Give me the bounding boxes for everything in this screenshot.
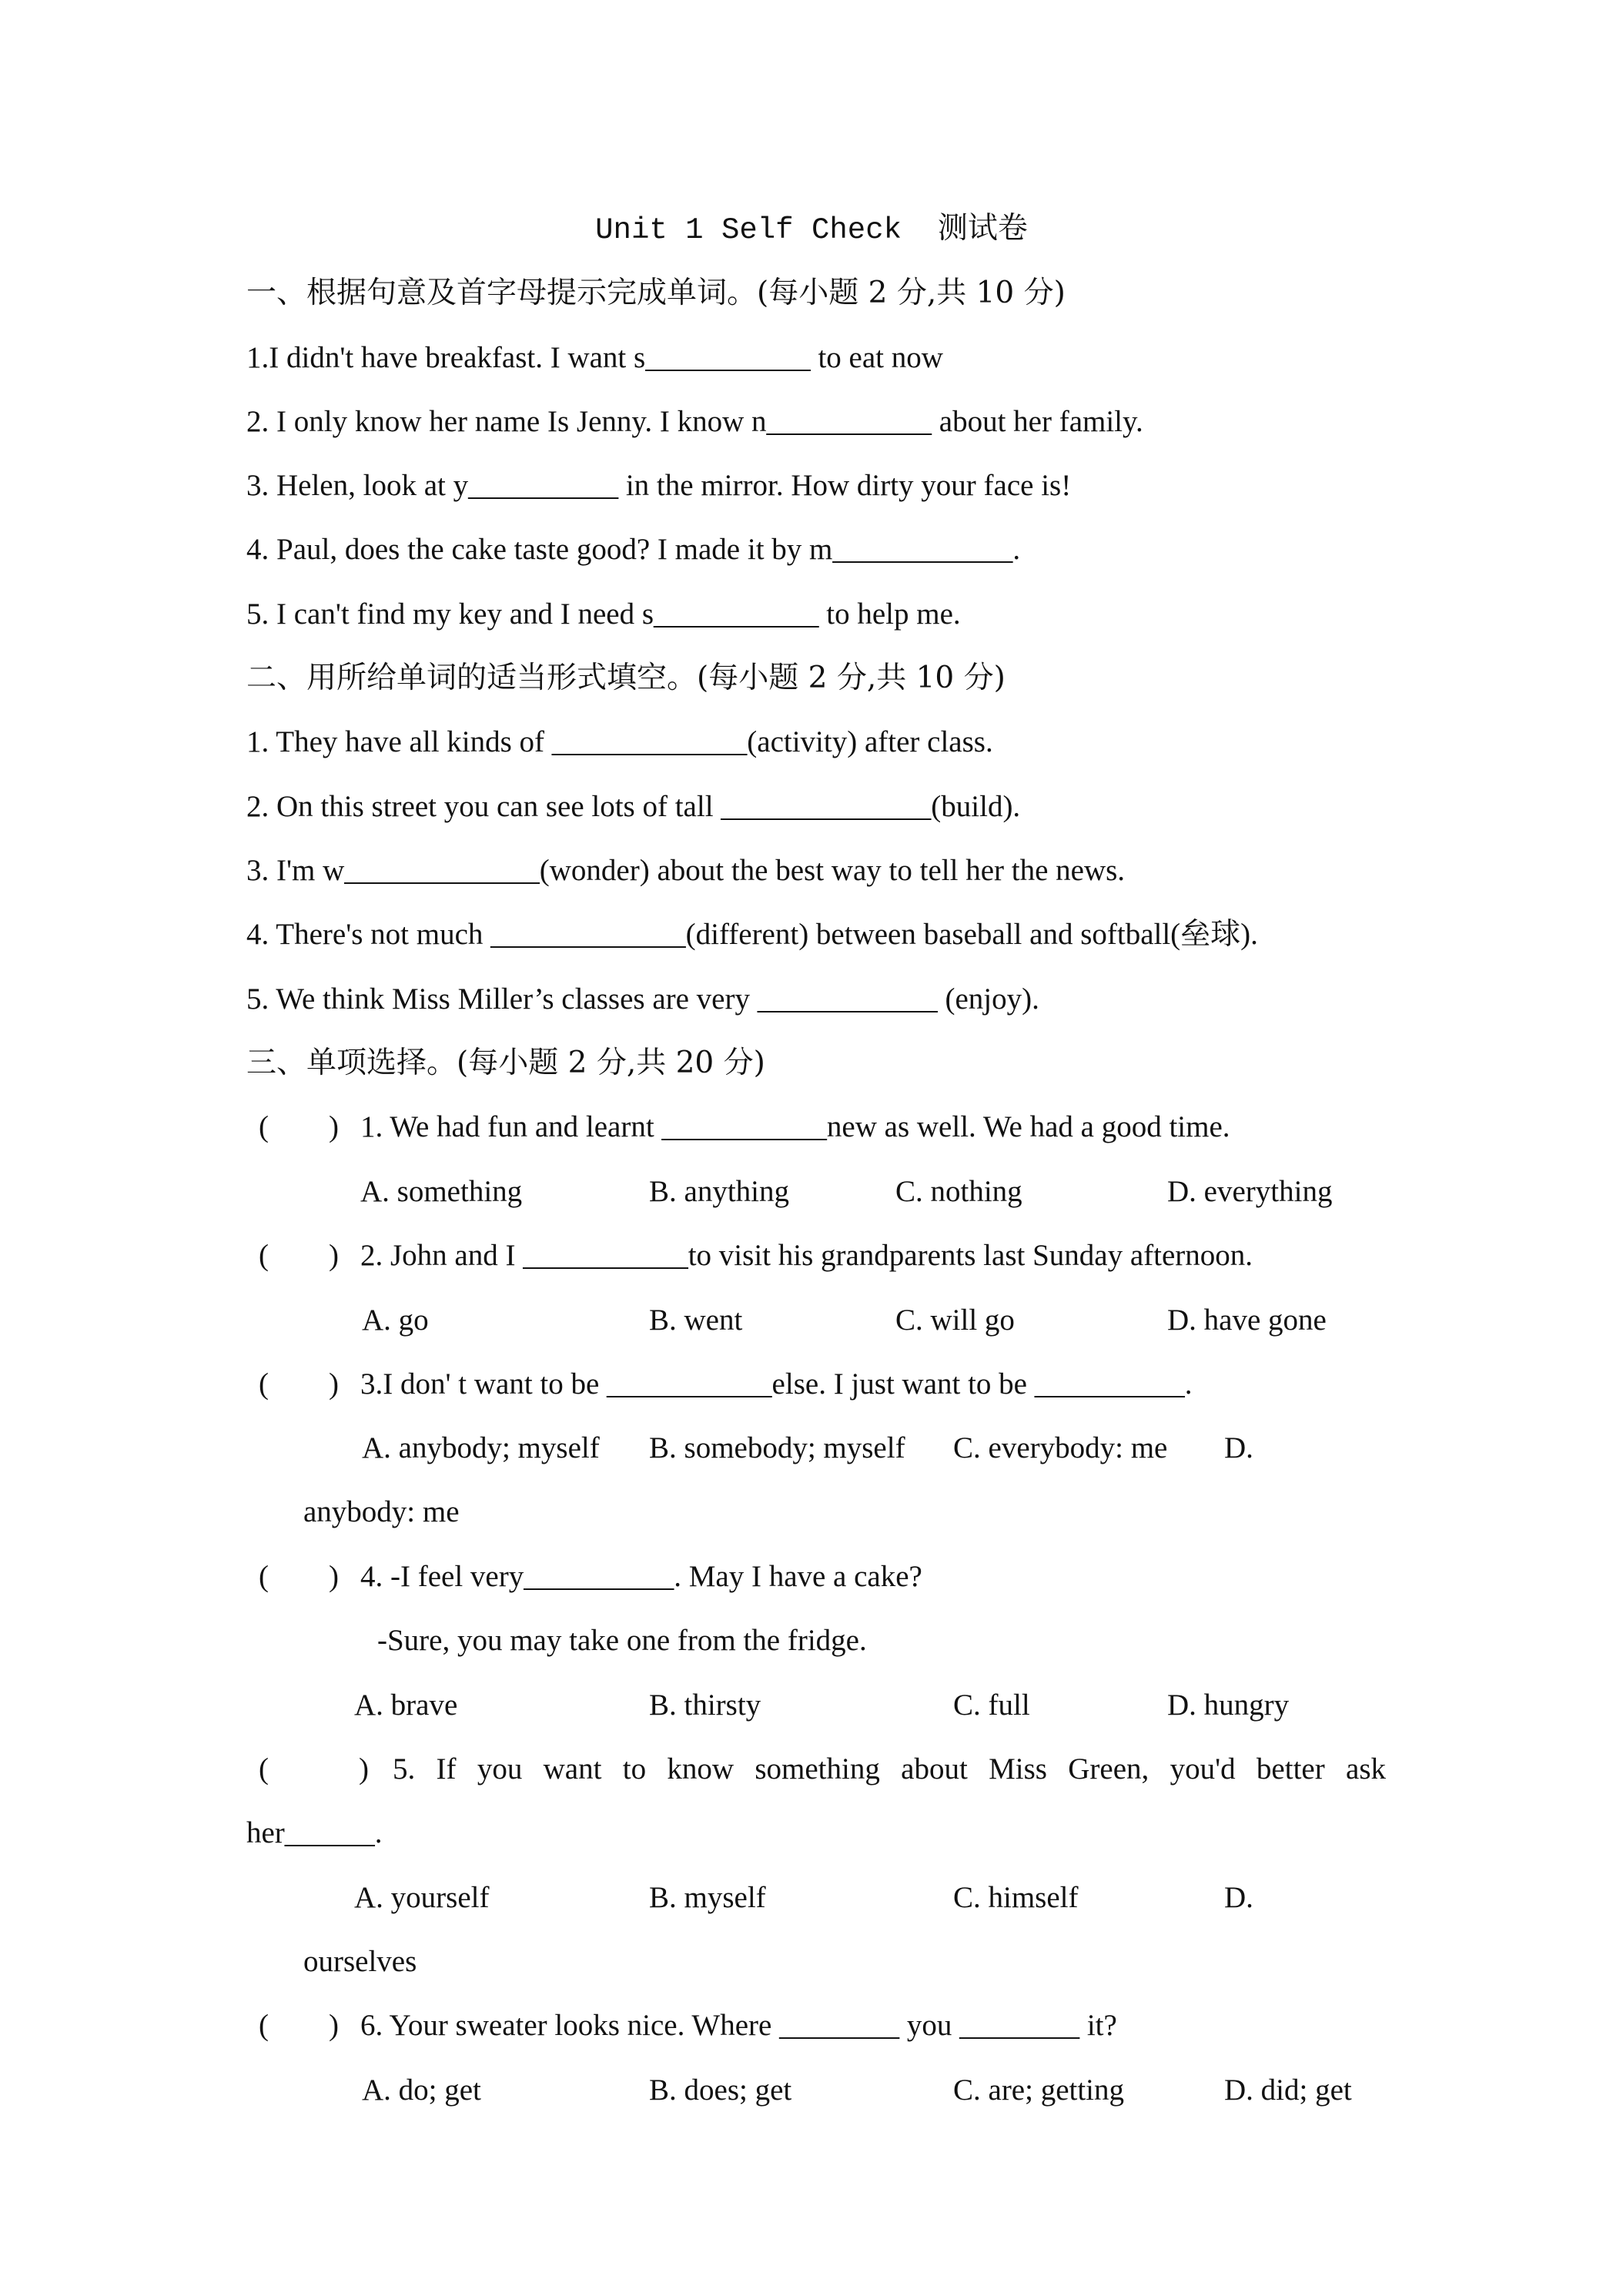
s2-item-4: 4. There's not much _____________(different) between baseball and softball(垒球). [246, 918, 1258, 951]
s1-item-4: 4. Paul, does the cake taste good? I made it by m____________. [246, 533, 1021, 566]
s3-q5-options [0, 1879, 1623, 1917]
option-d: D. hungry [1167, 1689, 1290, 1722]
s3-question-5 [0, 1750, 1623, 1789]
option-d: D. everything [1167, 1175, 1333, 1208]
s2-item-1: 1. They have all kinds of _____________(activity) after class. [246, 725, 993, 758]
s3-q4-reply [0, 1622, 1623, 1660]
question-stem: 5. If you want to know something about Miss Green, you'd better ask [393, 1752, 1386, 1786]
option-c: C. full [953, 1689, 1030, 1722]
s3-question-4 [0, 1558, 1623, 1596]
question-stem: 6. Your sweater looks nice. Where ________ you ________ it? [360, 2009, 1117, 2042]
option-a: A. yourself [354, 1881, 490, 1914]
s3-q3-options [0, 1429, 1623, 1468]
s3-q5-continuation [0, 1814, 1623, 1853]
option-a: A. anybody; myself [362, 1431, 600, 1464]
option-b: B. does; get [649, 2073, 792, 2107]
s3-q6-options [0, 2071, 1623, 2110]
question-stem: 4. -I feel very__________. May I have a cake? [360, 1560, 922, 1593]
answer-paren: ( ) [259, 1110, 339, 1143]
option-c: C. will go [895, 1304, 1015, 1337]
option-c: C. are; getting [953, 2073, 1125, 2107]
option-d: D. have gone [1167, 1304, 1327, 1337]
s2-item-3: 3. I'm w_____________(wonder) about the best way to tell her the news. [246, 854, 1126, 887]
page-title [0, 209, 1623, 249]
s1-item-3: 3. Helen, look at y__________ in the mirror. How dirty your face is! [246, 469, 1072, 502]
title-english: Unit 1 Self Check [595, 213, 902, 247]
dialogue-reply: -Sure, you may take one from the fridge. [377, 1624, 867, 1657]
s3-q5-option-d-wrap [0, 1943, 1623, 1981]
option-b: B. thirsty [649, 1689, 761, 1722]
section-3-heading: 三、单项选择。(每小题 2 分,共 20 分) [246, 1046, 765, 1080]
s3-q2-options [0, 1301, 1623, 1340]
s3-question-3 [0, 1365, 1623, 1404]
s3-question-1 [0, 1108, 1623, 1146]
section-2-heading: 二、用所给单词的适当形式填空。(每小题 2 分,共 10 分) [246, 661, 1006, 695]
s2-item-2: 2. On this street you can see lots of tall ______________(build). [246, 790, 1021, 823]
option-d: D. [1224, 1431, 1253, 1464]
option-c: C. everybody: me [953, 1431, 1168, 1464]
answer-paren: ( ) [259, 1239, 339, 1272]
s1-item-5: 5. I can't find my key and I need s___________ to help me. [246, 597, 961, 631]
option-b: B. anything [649, 1175, 789, 1208]
option-d-text: anybody: me [303, 1495, 460, 1528]
s3-q1-options [0, 1173, 1623, 1211]
option-b: B. somebody; myself [649, 1431, 905, 1464]
option-d-text: ourselves [303, 1945, 417, 1978]
question-stem: 2. John and I ___________to visit his grandparents last Sunday afternoon. [360, 1239, 1253, 1272]
option-d: D. [1224, 1881, 1253, 1914]
question-stem: 1. We had fun and learnt ___________new as well. We had a good time. [360, 1110, 1230, 1143]
s1-item-2: 2. I only know her name Is Jenny. I know n___________ about her family. [246, 405, 1143, 438]
s3-question-6 [0, 2006, 1623, 2045]
question-stem-continued: her______. [246, 1816, 383, 1849]
option-a: A. go [362, 1304, 429, 1337]
answer-paren: ( ) [259, 2009, 339, 2042]
s3-q3-option-d-wrap [0, 1493, 1623, 1531]
s2-item-5: 5. We think Miss Miller’s classes are very ____________ (enjoy). [246, 982, 1039, 1016]
option-c: C. nothing [895, 1175, 1022, 1208]
option-a: A. brave [354, 1689, 458, 1722]
option-a: A. something [360, 1175, 523, 1208]
s3-question-2 [0, 1237, 1623, 1275]
question-stem: 3.I don' t want to be ___________else. I just want to be __________. [360, 1367, 1193, 1401]
option-a: A. do; get [362, 2073, 481, 2107]
s1-item-1: 1.I didn't have breakfast. I want s___________ to eat now [246, 341, 943, 374]
option-b: B. myself [649, 1881, 766, 1914]
answer-paren: ( ) [259, 1752, 369, 1786]
option-b: B. went [649, 1304, 743, 1337]
answer-paren: ( ) [259, 1560, 339, 1593]
option-d: D. did; get [1224, 2073, 1352, 2107]
option-c: C. himself [953, 1881, 1079, 1914]
title-chinese: 测试卷 [937, 211, 1028, 246]
section-1-heading: 一、根据句意及首字母提示完成单词。(每小题 2 分,共 10 分) [246, 276, 1066, 310]
answer-paren: ( ) [259, 1367, 339, 1401]
s3-q4-options [0, 1686, 1623, 1725]
